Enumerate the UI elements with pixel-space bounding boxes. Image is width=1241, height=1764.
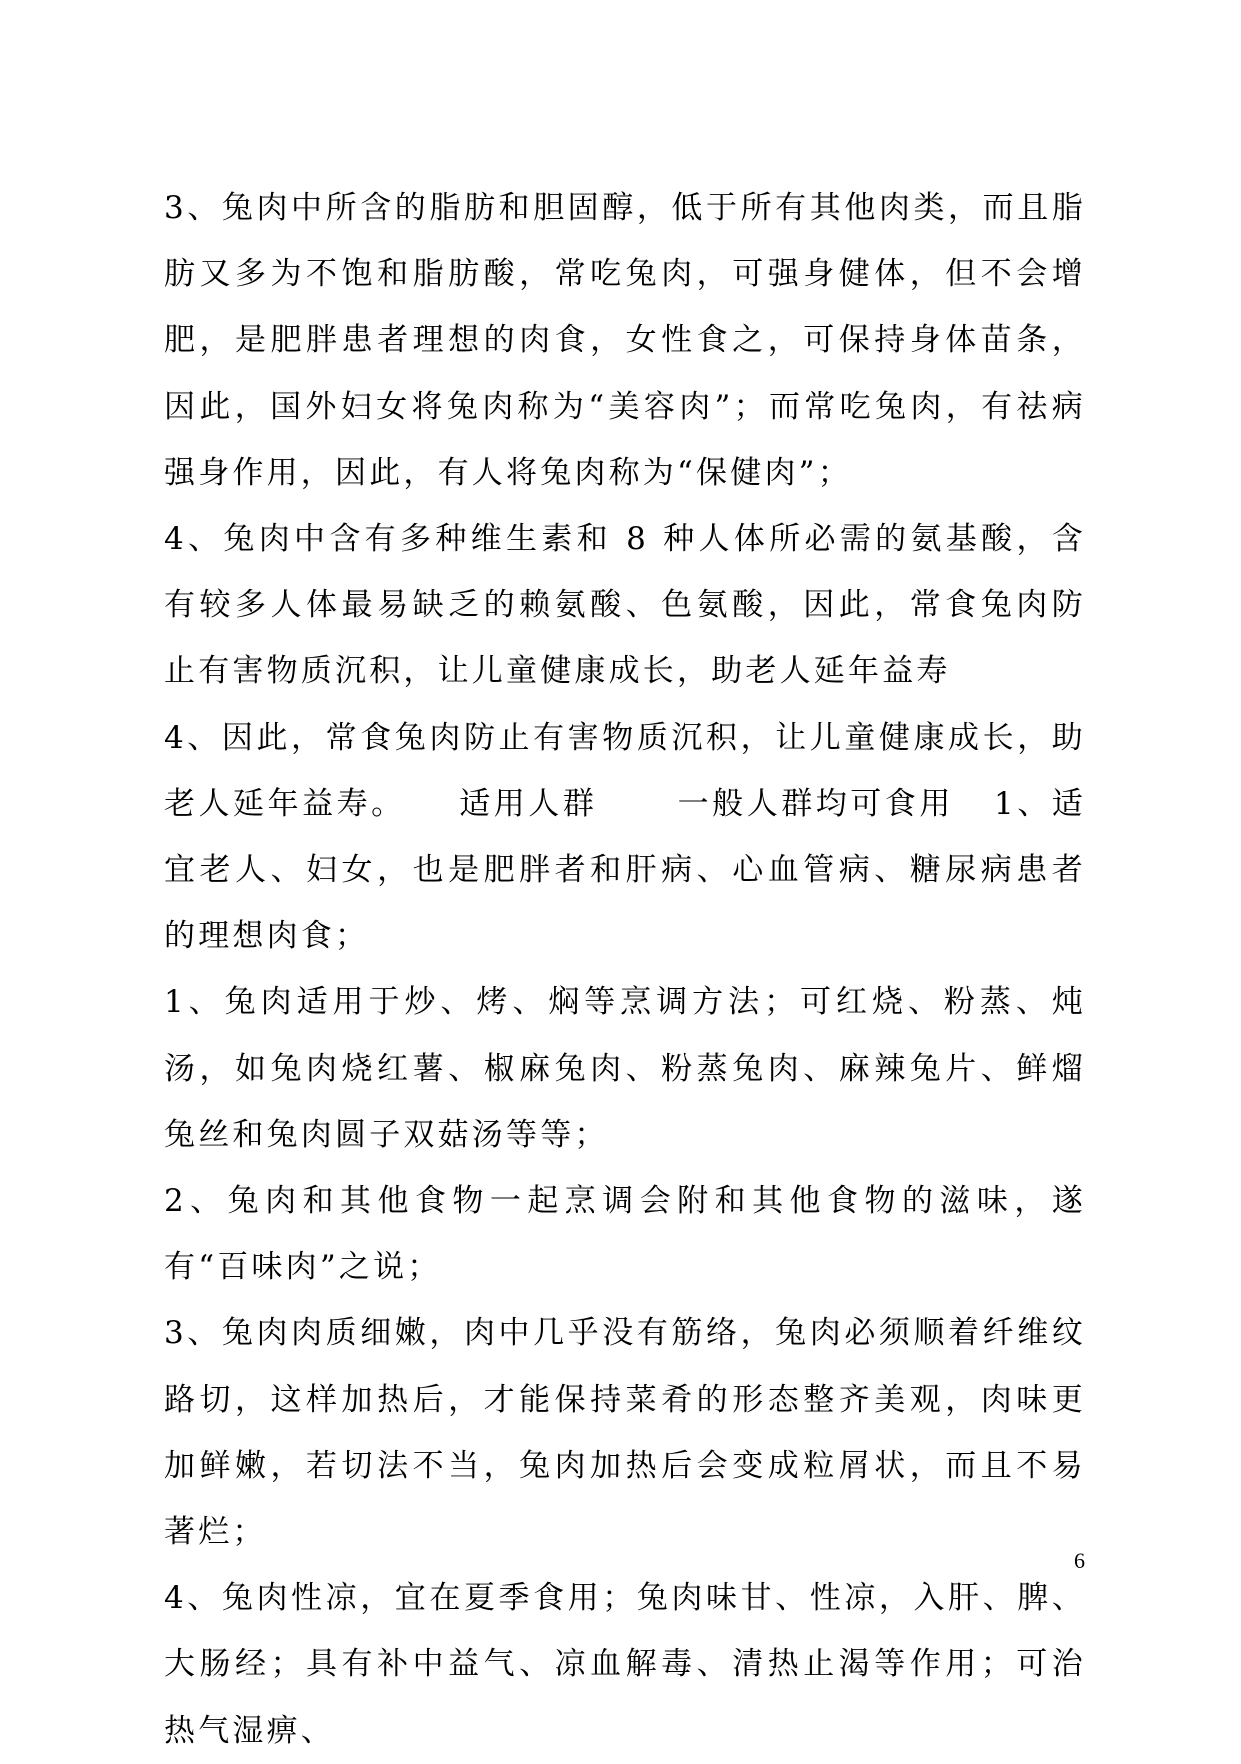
page-number: 6 bbox=[1074, 1548, 1085, 1573]
paragraph-suitable-people: 4、因此，常食兔肉防止有害物质沉积，让儿童健康成长，助老人延年益寿。 适用人群 一般人群均可食用 1、适宜老人、妇女，也是肥胖者和肝病、心血管病、糖尿病患者的理想肉食； bbox=[164, 719, 1086, 955]
paragraph-hundred-flavor-meat: 2、兔肉和其他食物一起烹调会附和其他食物的滋味，遂有“百味肉”之说； bbox=[164, 1183, 1086, 1286]
paragraph-vitamins-amino-acids: 4、兔肉中含有多种维生素和 8 种人体所必需的氨基酸，含有较多人体最易缺乏的赖氨酸、色氨酸，因此，常食兔肉防止有害物质沉积，让儿童健康成长，助老人延年益寿 bbox=[164, 521, 1086, 690]
document-body bbox=[164, 175, 1086, 1764]
paragraph-rabbit-fat-cholesterol: 3、兔肉中所含的脂肪和胆固醇，低于所有其他肉类，而且脂肪又多为不饱和脂肪酸，常吃兔肉，可强身健体，但不会增肥，是肥胖患者理想的肉食，女性食之，可保持身体苗条，因此，国外妇女将兔肉称为“美容肉”；而常吃兔肉，有祛病强身作用，因此，有人将兔肉称为“保健肉”； bbox=[164, 190, 1086, 491]
paragraph-cutting-technique: 3、兔肉肉质细嫩，肉中几乎没有筋络，兔肉必须顺着纤维纹路切，这样加热后，才能保持菜肴的形态整齐美观，肉味更加鲜嫩，若切法不当，兔肉加热后会变成粒屑状，而且不易著烂； bbox=[164, 1315, 1086, 1551]
paragraph-nature-and-effects: 4、兔肉性凉，宜在夏季食用；兔肉味甘、性凉，入肝、脾、大肠经；具有补中益气、凉血解毒、清热止渴等作用；可治热气湿痹、 bbox=[164, 1580, 1086, 1749]
paragraph-cooking-methods: 1、兔肉适用于炒、烤、焖等烹调方法；可红烧、粉蒸、炖汤，如兔肉烧红薯、椒麻兔肉、粉蒸兔肉、麻辣兔片、鲜熘兔丝和兔肉圆子双菇汤等等； bbox=[164, 984, 1086, 1153]
